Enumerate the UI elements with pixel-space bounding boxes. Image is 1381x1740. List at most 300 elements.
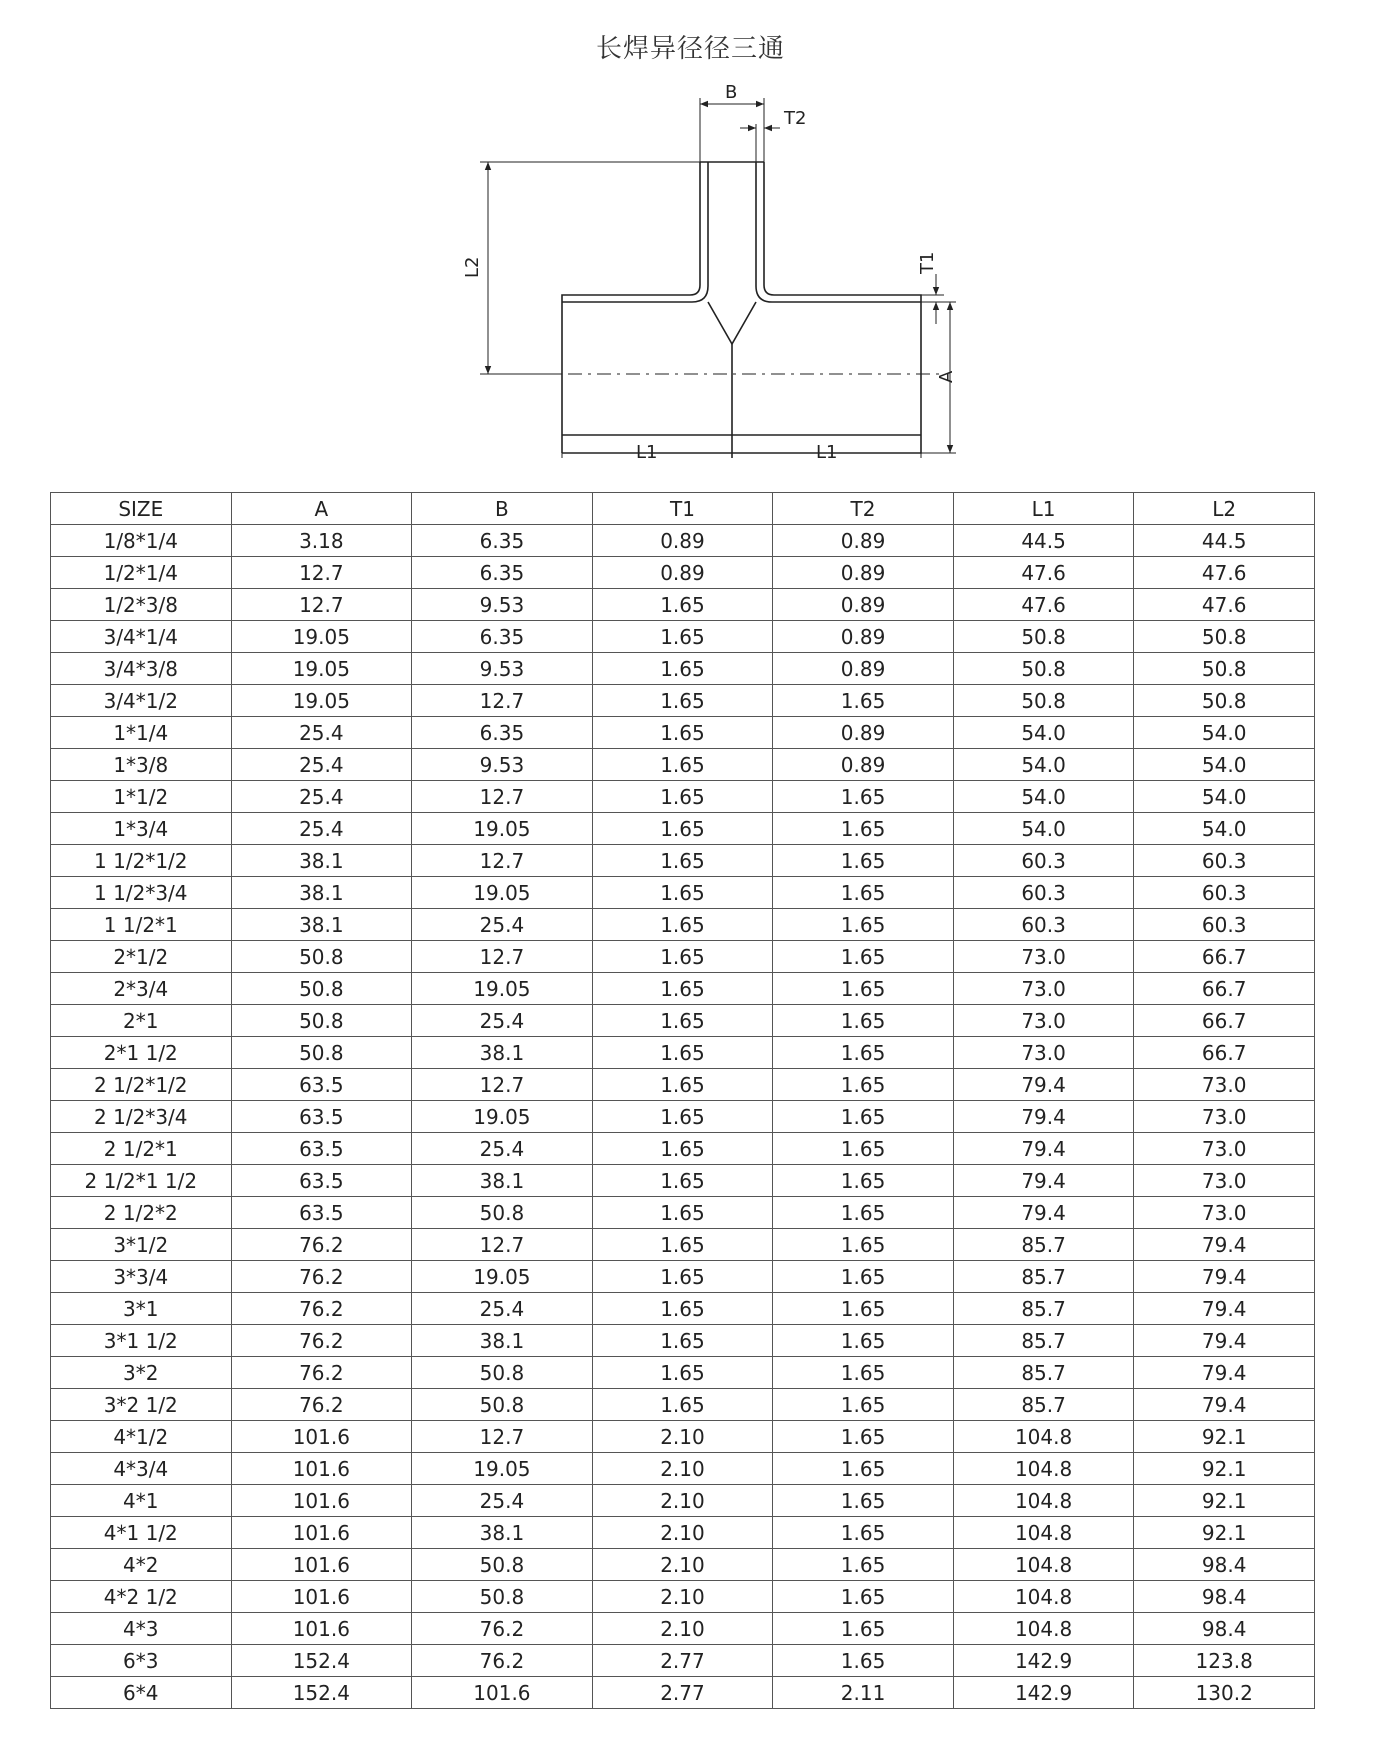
table-cell: 25.4 — [231, 749, 412, 781]
table-cell: 47.6 — [953, 557, 1134, 589]
table-cell: 1.65 — [773, 1421, 954, 1453]
table-cell: 19.05 — [231, 685, 412, 717]
table-cell: 85.7 — [953, 1229, 1134, 1261]
table-cell: 2 1/2*1 1/2 — [51, 1165, 232, 1197]
table-cell: 4*2 1/2 — [51, 1581, 232, 1613]
table-cell: 25.4 — [412, 1005, 593, 1037]
table-cell: 19.05 — [231, 653, 412, 685]
table-cell: 1.65 — [773, 1197, 954, 1229]
table-cell: 63.5 — [231, 1197, 412, 1229]
table-cell: 98.4 — [1134, 1613, 1315, 1645]
table-cell: 98.4 — [1134, 1581, 1315, 1613]
table-cell: 2 1/2*3/4 — [51, 1101, 232, 1133]
table-cell: 101.6 — [231, 1549, 412, 1581]
table-cell: 1.65 — [773, 909, 954, 941]
table-cell: 12.7 — [231, 557, 412, 589]
table-cell: 50.8 — [953, 653, 1134, 685]
dim-label-b: B — [725, 82, 738, 103]
table-cell: 85.7 — [953, 1325, 1134, 1357]
table-cell: 1.65 — [592, 1197, 773, 1229]
table-row — [51, 1325, 1315, 1357]
table-row — [51, 621, 1315, 653]
table-cell: 6.35 — [412, 557, 593, 589]
table-cell: 1.65 — [773, 1165, 954, 1197]
dim-label-l1-right: L1 — [816, 442, 838, 458]
table-cell: 50.8 — [953, 621, 1134, 653]
dim-label-a: A — [936, 370, 957, 383]
table-cell: 44.5 — [1134, 525, 1315, 557]
col-header-t2: T2 — [773, 493, 954, 525]
table-cell: 79.4 — [953, 1165, 1134, 1197]
table-row — [51, 717, 1315, 749]
table-cell: 47.6 — [1134, 557, 1315, 589]
table-cell: 25.4 — [412, 1293, 593, 1325]
table-cell: 4*3 — [51, 1613, 232, 1645]
table-cell: 1.65 — [773, 973, 954, 1005]
table-cell: 19.05 — [412, 1101, 593, 1133]
table-row — [51, 1165, 1315, 1197]
table-cell: 63.5 — [231, 1165, 412, 1197]
table-cell: 2*1/2 — [51, 941, 232, 973]
table-cell: 79.4 — [953, 1197, 1134, 1229]
tee-inner-wall-left — [562, 162, 708, 302]
table-cell: 104.8 — [953, 1613, 1134, 1645]
table-cell: 66.7 — [1134, 1037, 1315, 1069]
table-cell: 1.65 — [773, 1229, 954, 1261]
table-row — [51, 1197, 1315, 1229]
table-cell: 50.8 — [1134, 621, 1315, 653]
table-cell: 19.05 — [412, 1261, 593, 1293]
table-cell: 60.3 — [1134, 909, 1315, 941]
table-cell: 1.65 — [592, 717, 773, 749]
table-cell: 1.65 — [773, 1581, 954, 1613]
table-cell: 1.65 — [773, 1261, 954, 1293]
table-cell: 2 1/2*1/2 — [51, 1069, 232, 1101]
table-cell: 123.8 — [1134, 1645, 1315, 1677]
col-header-b: B — [412, 493, 593, 525]
table-cell: 12.7 — [412, 781, 593, 813]
table-cell: 1*3/8 — [51, 749, 232, 781]
table-cell: 25.4 — [412, 1485, 593, 1517]
table-cell: 4*3/4 — [51, 1453, 232, 1485]
table-cell: 2.10 — [592, 1453, 773, 1485]
table-row — [51, 1645, 1315, 1677]
table-cell: 47.6 — [1134, 589, 1315, 621]
table-cell: 50.8 — [412, 1549, 593, 1581]
table-cell: 1.65 — [592, 1357, 773, 1389]
table-cell: 73.0 — [953, 1037, 1134, 1069]
table-cell: 25.4 — [231, 781, 412, 813]
table-cell: 73.0 — [1134, 1197, 1315, 1229]
table-cell: 1.65 — [773, 877, 954, 909]
table-row — [51, 973, 1315, 1005]
table-cell: 3/4*1/2 — [51, 685, 232, 717]
table-cell: 63.5 — [231, 1101, 412, 1133]
table-cell: 1.65 — [773, 781, 954, 813]
table-cell: 6*4 — [51, 1677, 232, 1709]
table-cell: 0.89 — [773, 525, 954, 557]
table-cell: 101.6 — [231, 1485, 412, 1517]
table-cell: 50.8 — [953, 685, 1134, 717]
table-cell: 73.0 — [1134, 1165, 1315, 1197]
table-cell: 6.35 — [412, 621, 593, 653]
table-cell: 79.4 — [953, 1101, 1134, 1133]
dim-label-l2: L2 — [462, 256, 483, 278]
table-cell: 73.0 — [953, 941, 1134, 973]
table-cell: 1.65 — [592, 1037, 773, 1069]
table-cell: 6.35 — [412, 717, 593, 749]
table-cell: 142.9 — [953, 1645, 1134, 1677]
table-cell: 12.7 — [231, 589, 412, 621]
table-cell: 50.8 — [412, 1389, 593, 1421]
table-cell: 1 1/2*1/2 — [51, 845, 232, 877]
table-cell: 0.89 — [773, 589, 954, 621]
table-cell: 12.7 — [412, 1069, 593, 1101]
table-cell: 1*1/4 — [51, 717, 232, 749]
table-cell: 76.2 — [412, 1645, 593, 1677]
table-row — [51, 1037, 1315, 1069]
table-cell: 54.0 — [953, 781, 1134, 813]
table-row — [51, 1613, 1315, 1645]
col-header-size: SIZE — [51, 493, 232, 525]
table-cell: 38.1 — [412, 1037, 593, 1069]
table-cell: 38.1 — [412, 1325, 593, 1357]
col-header-l1: L1 — [953, 493, 1134, 525]
tee-dimension-drawing — [440, 78, 960, 458]
table-cell: 104.8 — [953, 1421, 1134, 1453]
table-row — [51, 1453, 1315, 1485]
table-cell: 101.6 — [231, 1453, 412, 1485]
table-cell: 54.0 — [953, 813, 1134, 845]
table-cell: 0.89 — [773, 717, 954, 749]
table-cell: 25.4 — [412, 909, 593, 941]
table-cell: 73.0 — [1134, 1133, 1315, 1165]
table-cell: 2.10 — [592, 1421, 773, 1453]
dimension-table — [50, 492, 1315, 1709]
table-cell: 6*3 — [51, 1645, 232, 1677]
table-cell: 2.10 — [592, 1549, 773, 1581]
table-cell: 63.5 — [231, 1069, 412, 1101]
table-cell: 12.7 — [412, 845, 593, 877]
table-cell: 3*2 1/2 — [51, 1389, 232, 1421]
table-cell: 73.0 — [1134, 1101, 1315, 1133]
table-cell: 76.2 — [231, 1325, 412, 1357]
table-cell: 3/4*1/4 — [51, 621, 232, 653]
table-cell: 3.18 — [231, 525, 412, 557]
table-cell: 1.65 — [773, 1101, 954, 1133]
table-cell: 1.65 — [592, 1261, 773, 1293]
table-row — [51, 1005, 1315, 1037]
table-cell: 60.3 — [953, 909, 1134, 941]
table-cell: 92.1 — [1134, 1517, 1315, 1549]
weld-seam — [708, 302, 756, 344]
table-cell: 76.2 — [412, 1613, 593, 1645]
table-cell: 54.0 — [1134, 781, 1315, 813]
table-cell: 76.2 — [231, 1229, 412, 1261]
table-cell: 12.7 — [412, 685, 593, 717]
table-cell: 25.4 — [231, 717, 412, 749]
table-cell: 25.4 — [231, 813, 412, 845]
table-cell: 0.89 — [773, 557, 954, 589]
tee-inner-wall-right — [756, 162, 921, 302]
table-cell: 1.65 — [592, 781, 773, 813]
table-cell: 50.8 — [231, 1037, 412, 1069]
table-cell: 2.10 — [592, 1517, 773, 1549]
table-cell: 1.65 — [773, 845, 954, 877]
table-cell: 2*1 1/2 — [51, 1037, 232, 1069]
table-row — [51, 1389, 1315, 1421]
table-cell: 66.7 — [1134, 973, 1315, 1005]
table-cell: 1.65 — [773, 1293, 954, 1325]
table-cell: 101.6 — [231, 1517, 412, 1549]
table-cell: 54.0 — [1134, 749, 1315, 781]
table-cell: 1.65 — [592, 973, 773, 1005]
table-cell: 54.0 — [953, 749, 1134, 781]
table-cell: 76.2 — [231, 1357, 412, 1389]
table-cell: 66.7 — [1134, 941, 1315, 973]
table-cell: 1.65 — [773, 1485, 954, 1517]
table-cell: 44.5 — [953, 525, 1134, 557]
table-row — [51, 781, 1315, 813]
table-cell: 1.65 — [592, 813, 773, 845]
table-cell: 4*2 — [51, 1549, 232, 1581]
table-row — [51, 557, 1315, 589]
table-cell: 63.5 — [231, 1133, 412, 1165]
table-cell: 0.89 — [773, 749, 954, 781]
table-cell: 1.65 — [773, 1357, 954, 1389]
table-cell: 79.4 — [953, 1069, 1134, 1101]
table-cell: 0.89 — [773, 621, 954, 653]
table-row — [51, 1133, 1315, 1165]
table-cell: 152.4 — [231, 1677, 412, 1709]
table-cell: 1.65 — [592, 941, 773, 973]
table-cell: 73.0 — [953, 1005, 1134, 1037]
table-cell: 4*1/2 — [51, 1421, 232, 1453]
col-header-t1: T1 — [592, 493, 773, 525]
table-cell: 101.6 — [231, 1421, 412, 1453]
table-cell: 1.65 — [773, 941, 954, 973]
table-cell: 19.05 — [412, 813, 593, 845]
table-row — [51, 1421, 1315, 1453]
table-cell: 2.10 — [592, 1485, 773, 1517]
table-cell: 1.65 — [773, 1069, 954, 1101]
table-cell: 60.3 — [953, 877, 1134, 909]
table-cell: 142.9 — [953, 1677, 1134, 1709]
table-cell: 1.65 — [773, 1133, 954, 1165]
table-cell: 101.6 — [231, 1613, 412, 1645]
table-row — [51, 1229, 1315, 1261]
table-cell: 60.3 — [953, 845, 1134, 877]
table-cell: 38.1 — [412, 1165, 593, 1197]
table-cell: 92.1 — [1134, 1421, 1315, 1453]
table-cell: 0.89 — [592, 525, 773, 557]
table-cell: 1.65 — [592, 1389, 773, 1421]
table-cell: 38.1 — [412, 1517, 593, 1549]
table-cell: 1.65 — [592, 685, 773, 717]
table-cell: 1.65 — [773, 1453, 954, 1485]
table-cell: 12.7 — [412, 1229, 593, 1261]
table-cell: 79.4 — [1134, 1261, 1315, 1293]
table-row — [51, 1293, 1315, 1325]
table-cell: 1.65 — [592, 1069, 773, 1101]
table-cell: 79.4 — [1134, 1357, 1315, 1389]
table-cell: 1/2*1/4 — [51, 557, 232, 589]
table-cell: 1.65 — [773, 1389, 954, 1421]
table-cell: 1.65 — [592, 1229, 773, 1261]
table-cell: 85.7 — [953, 1261, 1134, 1293]
table-cell: 2 1/2*2 — [51, 1197, 232, 1229]
table-cell: 47.6 — [953, 589, 1134, 621]
table-cell: 38.1 — [231, 845, 412, 877]
table-cell: 104.8 — [953, 1581, 1134, 1613]
table-cell: 50.8 — [1134, 685, 1315, 717]
table-cell: 19.05 — [231, 621, 412, 653]
table-cell: 1.65 — [773, 685, 954, 717]
table-row — [51, 653, 1315, 685]
table-cell: 76.2 — [231, 1293, 412, 1325]
table-row — [51, 1677, 1315, 1709]
table-cell: 50.8 — [1134, 653, 1315, 685]
table-cell: 2*1 — [51, 1005, 232, 1037]
table-row — [51, 877, 1315, 909]
table-cell: 12.7 — [412, 1421, 593, 1453]
table-cell: 101.6 — [231, 1581, 412, 1613]
tee-outer-outline — [562, 162, 921, 453]
table-cell: 0.89 — [773, 653, 954, 685]
table-cell: 1.65 — [773, 1613, 954, 1645]
table-cell: 54.0 — [953, 717, 1134, 749]
table-cell: 2.77 — [592, 1677, 773, 1709]
table-cell: 1.65 — [592, 1293, 773, 1325]
table-cell: 9.53 — [412, 749, 593, 781]
table-row — [51, 1101, 1315, 1133]
table-cell: 1.65 — [592, 621, 773, 653]
table-cell: 1.65 — [773, 1037, 954, 1069]
table-cell: 3*2 — [51, 1357, 232, 1389]
table-cell: 50.8 — [231, 973, 412, 1005]
table-cell: 1.65 — [773, 1645, 954, 1677]
table-cell: 73.0 — [1134, 1069, 1315, 1101]
table-cell: 54.0 — [1134, 813, 1315, 845]
table-cell: 19.05 — [412, 973, 593, 1005]
table-row — [51, 589, 1315, 621]
table-cell: 2 1/2*1 — [51, 1133, 232, 1165]
table-cell: 1.65 — [592, 589, 773, 621]
table-cell: 0.89 — [592, 557, 773, 589]
table-cell: 1/2*3/8 — [51, 589, 232, 621]
table-cell: 76.2 — [231, 1261, 412, 1293]
table-body — [51, 525, 1315, 1709]
table-row — [51, 685, 1315, 717]
table-cell: 50.8 — [231, 941, 412, 973]
table-cell: 1.65 — [592, 749, 773, 781]
table-row — [51, 1581, 1315, 1613]
table-row — [51, 1485, 1315, 1517]
table-cell: 79.4 — [1134, 1325, 1315, 1357]
table-cell: 1.65 — [773, 1517, 954, 1549]
table-cell: 1.65 — [592, 653, 773, 685]
table-cell: 3/4*3/8 — [51, 653, 232, 685]
table-cell: 3*3/4 — [51, 1261, 232, 1293]
col-header-a: A — [231, 493, 412, 525]
table-cell: 50.8 — [412, 1581, 593, 1613]
table-cell: 2.10 — [592, 1581, 773, 1613]
table-row — [51, 1261, 1315, 1293]
table-cell: 1*3/4 — [51, 813, 232, 845]
table-cell: 1 1/2*3/4 — [51, 877, 232, 909]
table-cell: 19.05 — [412, 1453, 593, 1485]
table-cell: 85.7 — [953, 1293, 1134, 1325]
table-cell: 104.8 — [953, 1517, 1134, 1549]
table-cell: 1.65 — [773, 1549, 954, 1581]
page-title: 长焊异径径三通 — [595, 34, 785, 64]
table-cell: 9.53 — [412, 653, 593, 685]
table-cell: 85.7 — [953, 1389, 1134, 1421]
table-cell: 1/8*1/4 — [51, 525, 232, 557]
table-cell: 104.8 — [953, 1453, 1134, 1485]
table-cell: 60.3 — [1134, 877, 1315, 909]
table-header-row — [51, 493, 1315, 525]
table-cell: 38.1 — [231, 877, 412, 909]
table-cell: 1.65 — [592, 845, 773, 877]
table-cell: 2.11 — [773, 1677, 954, 1709]
table-cell: 1.65 — [773, 1005, 954, 1037]
table-cell: 50.8 — [412, 1357, 593, 1389]
table-cell: 1.65 — [592, 909, 773, 941]
table-cell: 1.65 — [592, 1133, 773, 1165]
table-cell: 79.4 — [1134, 1229, 1315, 1261]
table-cell: 3*1 — [51, 1293, 232, 1325]
table-cell: 76.2 — [231, 1389, 412, 1421]
table-cell: 2*3/4 — [51, 973, 232, 1005]
table-cell: 101.6 — [412, 1677, 593, 1709]
table-cell: 1.65 — [592, 1005, 773, 1037]
table-cell: 73.0 — [953, 973, 1134, 1005]
table-cell: 79.4 — [1134, 1293, 1315, 1325]
table-cell: 85.7 — [953, 1357, 1134, 1389]
table-cell: 3*1 1/2 — [51, 1325, 232, 1357]
table-cell: 4*1 — [51, 1485, 232, 1517]
table-cell: 2.77 — [592, 1645, 773, 1677]
table-cell: 2.10 — [592, 1613, 773, 1645]
table-cell: 38.1 — [231, 909, 412, 941]
dim-label-t2: T2 — [784, 108, 807, 129]
table-row — [51, 525, 1315, 557]
table-cell: 6.35 — [412, 525, 593, 557]
table-row — [51, 1517, 1315, 1549]
table-cell: 25.4 — [412, 1133, 593, 1165]
table-cell: 60.3 — [1134, 845, 1315, 877]
table-cell: 1.65 — [592, 877, 773, 909]
dim-label-t1: T1 — [917, 251, 938, 274]
table-row — [51, 909, 1315, 941]
table-cell: 9.53 — [412, 589, 593, 621]
table-cell: 3*1/2 — [51, 1229, 232, 1261]
table-cell: 66.7 — [1134, 1005, 1315, 1037]
table-cell: 79.4 — [953, 1133, 1134, 1165]
table-cell: 1.65 — [592, 1101, 773, 1133]
table-cell: 19.05 — [412, 877, 593, 909]
table-row — [51, 845, 1315, 877]
table-cell: 92.1 — [1134, 1453, 1315, 1485]
table-cell: 50.8 — [412, 1197, 593, 1229]
table-cell: 12.7 — [412, 941, 593, 973]
table-cell: 4*1 1/2 — [51, 1517, 232, 1549]
table-cell: 1.65 — [773, 1325, 954, 1357]
table-cell: 54.0 — [1134, 717, 1315, 749]
table-row — [51, 749, 1315, 781]
table-cell: 152.4 — [231, 1645, 412, 1677]
